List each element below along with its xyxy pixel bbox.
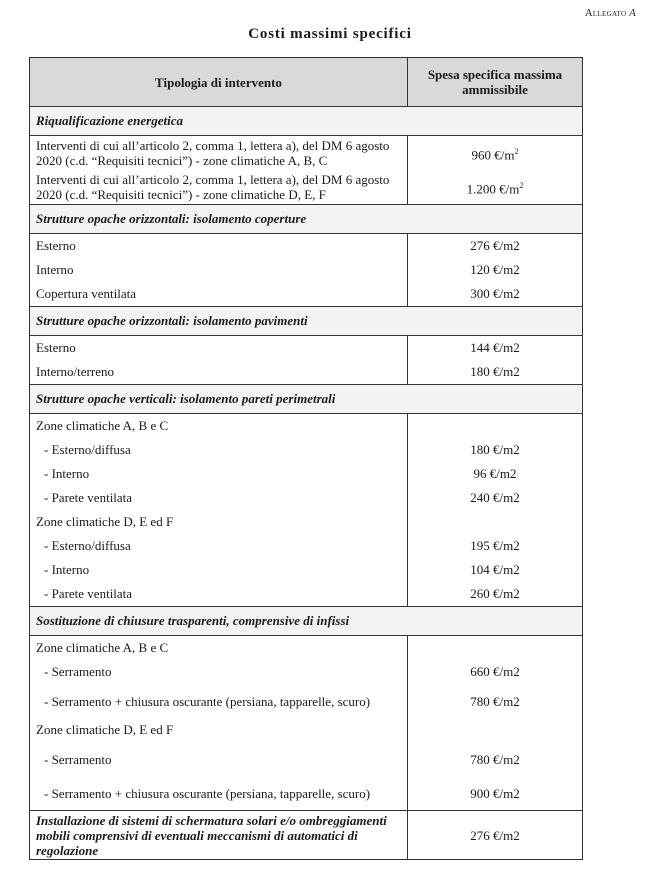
section-title: Strutture opache orizzontali: isolamento pavimenti [30, 307, 583, 336]
row-label: - Interno [30, 462, 408, 486]
row-label: - Serramento [30, 742, 408, 776]
column-header-type: Tipologia di intervento [30, 58, 408, 107]
section-row [30, 205, 583, 234]
allegato-prefix: Allegato [584, 8, 627, 19]
column-header-cost: Spesa specifica massima ammissibile [408, 58, 583, 107]
row-label: - Interno [30, 558, 408, 582]
row-label: - Parete ventilata [30, 486, 408, 510]
table-row [30, 776, 583, 811]
table-row [30, 414, 583, 439]
row-label: Interno/terreno [30, 360, 408, 385]
row-value: 900 €/m2 [408, 776, 583, 811]
cost-table [29, 57, 583, 860]
final-row [30, 811, 583, 860]
row-label: - Esterno/diffusa [30, 438, 408, 462]
table-row [30, 336, 583, 361]
row-value: 195 €/m2 [408, 534, 583, 558]
row-value: 780 €/m2 [408, 684, 583, 718]
table-row [30, 360, 583, 385]
row-value: 300 €/m2 [408, 282, 583, 307]
row-value [408, 510, 583, 534]
final-row-value: 276 €/m2 [408, 811, 583, 860]
table-row [30, 170, 583, 205]
table-row [30, 582, 583, 607]
table-row [30, 718, 583, 742]
row-label: - Serramento [30, 660, 408, 684]
row-label: Esterno [30, 234, 408, 259]
table-row [30, 684, 583, 718]
row-value: 260 €/m2 [408, 582, 583, 607]
row-value [408, 636, 583, 661]
row-value [408, 718, 583, 742]
row-label: - Parete ventilata [30, 582, 408, 607]
table-row [30, 282, 583, 307]
page-title: Costi massimi specifici [248, 26, 412, 42]
section-row [30, 607, 583, 636]
section-title: Strutture opache verticali: isolamento pareti perimetrali [30, 385, 583, 414]
table-row [30, 636, 583, 661]
allegato-label [585, 8, 636, 19]
row-label: Esterno [30, 336, 408, 361]
row-label: - Esterno/diffusa [30, 534, 408, 558]
row-label: Interno [30, 258, 408, 282]
row-value: 780 €/m2 [408, 742, 583, 776]
row-value: 120 €/m2 [408, 258, 583, 282]
row-label: Copertura ventilata [30, 282, 408, 307]
row-label: Zone climatiche A, B e C [30, 636, 408, 661]
section-row [30, 107, 583, 136]
table-row [30, 510, 583, 534]
row-label: Zone climatiche A, B e C [30, 414, 408, 439]
table-row [30, 660, 583, 684]
final-row-label: Installazione di sistemi di schermatura solari e/o ombreggiamenti mobili comprensivi di eventuali meccanismi di automatici di regolazione [30, 811, 408, 860]
row-value: 104 €/m2 [408, 558, 583, 582]
row-label: Interventi di cui all’articolo 2, comma 1, lettera a), del DM 6 agosto 2020 (c.d. “Requisiti tecnici”) - zone climatiche D, E, F [30, 170, 408, 205]
row-value: 276 €/m2 [408, 234, 583, 259]
section-row [30, 307, 583, 336]
row-label: - Serramento + chiusura oscurante (persiana, tapparelle, scuro) [30, 684, 408, 718]
section-title: Sostituzione di chiusure trasparenti, comprensive di infissi [30, 607, 583, 636]
table-row [30, 438, 583, 462]
row-value: 180 €/m2 [408, 360, 583, 385]
row-value: 660 €/m2 [408, 660, 583, 684]
table-row [30, 234, 583, 259]
section-row [30, 385, 583, 414]
row-value: 960 $€/m^2$ [408, 136, 583, 171]
allegato-letter: A [629, 8, 636, 19]
table-row [30, 558, 583, 582]
table-row [30, 534, 583, 558]
table-row [30, 462, 583, 486]
section-title: Riqualificazione energetica [30, 107, 583, 136]
table-row [30, 486, 583, 510]
row-value: 1.200 $€/m^2$ [408, 170, 583, 205]
row-label: Zone climatiche D, E ed F [30, 718, 408, 742]
row-label: - Serramento + chiusura oscurante (persiana, tapparelle, scuro) [30, 776, 408, 811]
row-value: 240 €/m2 [408, 486, 583, 510]
section-title: Strutture opache orizzontali: isolamento coperture [30, 205, 583, 234]
table-row [30, 742, 583, 776]
row-value [408, 414, 583, 439]
table-row [30, 258, 583, 282]
row-value: 180 €/m2 [408, 438, 583, 462]
row-label: Zone climatiche D, E ed F [30, 510, 408, 534]
table-header-row [30, 58, 583, 107]
table-row [30, 136, 583, 171]
row-value: 144 €/m2 [408, 336, 583, 361]
row-label: Interventi di cui all’articolo 2, comma 1, lettera a), del DM 6 agosto 2020 (c.d. “Requisiti tecnici”) - zone climatiche A, B, C [30, 136, 408, 171]
row-value: 96 €/m2 [408, 462, 583, 486]
